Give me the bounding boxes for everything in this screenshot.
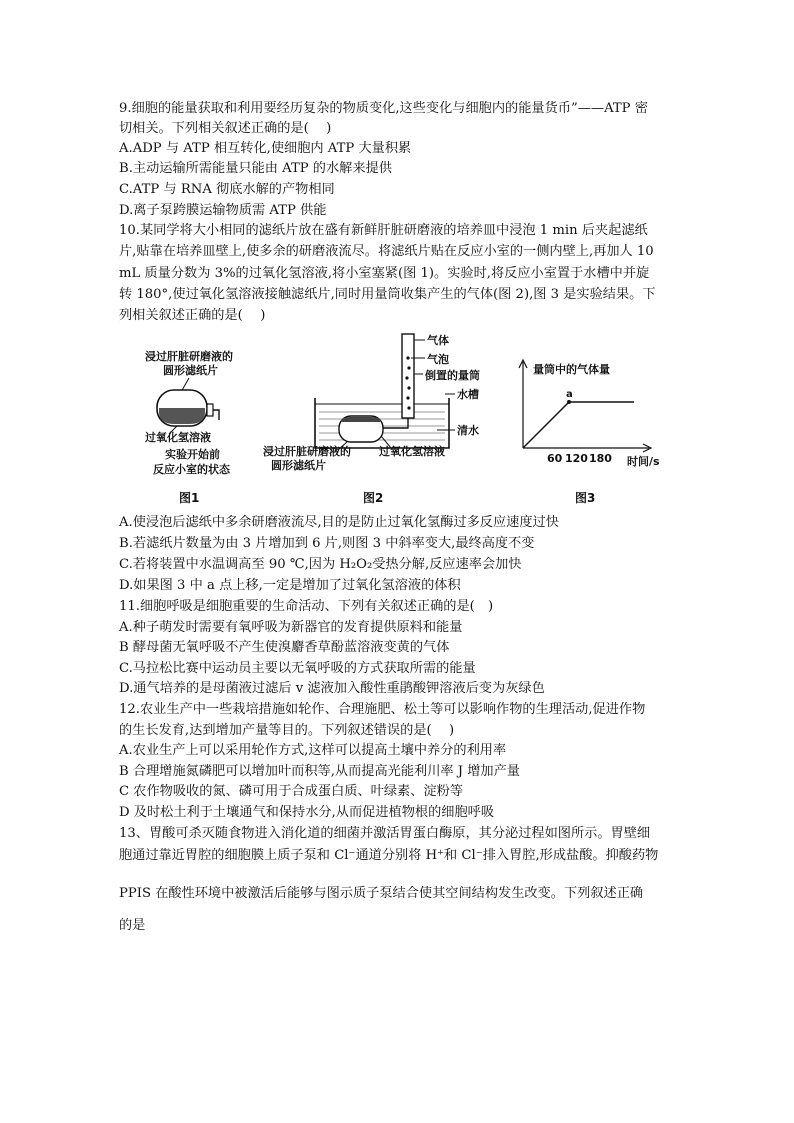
q13-stem-line2: 胞通过靠近胃腔的细胞膜上质子泵和 Cl⁻通道分别将 H⁺和 Cl⁻排入胃腔,形成盐酸。抑酸药物 xyxy=(119,848,659,863)
q9-option-c: C.ATP 与 RNA 彻底水解的产物相同 xyxy=(119,182,335,197)
fig1-label-paper-line1: 浸过肝脏研磨液的 xyxy=(145,350,233,363)
q9-option-b: B.主动运输所需能量只能由 ATP 的水解来提供 xyxy=(119,161,392,176)
fig2-label-water: 清水 xyxy=(457,424,479,437)
fig2-label-paper-line2: 圆形滤纸片 xyxy=(271,459,326,472)
fig1-h2o2-liquid xyxy=(159,408,205,424)
q12-stem-line1: 12.农业生产中一些栽培措施如轮作、合理施肥、松土等可以影响作物的生理活动,促进作物 xyxy=(119,702,646,717)
fig1-label-state-line1: 实验开始前 xyxy=(165,448,220,461)
fig1-label-paper-line2: 圆形滤纸片 xyxy=(163,364,218,377)
q11-option-b: B 酵母菌无氧呼吸不产生使溴麝香草酚蓝溶液变黄的气体 xyxy=(119,640,450,655)
q10-stem-line3: mL 质量分数为 3%的过氧化氢溶液,将小室塞紧(图 1)。实验时,将反应小室置于水槽中并旋 xyxy=(119,266,650,281)
q9-stem-line2: 切相关。下列相关叙述正确的是( ) xyxy=(119,121,332,136)
q12-stem-line2: 的生长发育,达到增加产量等目的。下列叙述错误的是( ) xyxy=(119,723,455,738)
q10-figures xyxy=(119,326,679,511)
q9-option-a: A.ADP 与 ATP 相互转化,使细胞内 ATP 大量积累 xyxy=(119,141,412,156)
fig2-label-tank: 水槽 xyxy=(457,388,479,401)
fig1-tube xyxy=(213,410,219,420)
q11-option-a: A.种子萌发时需要有氧呼吸为新器官的发育提供原料和能量 xyxy=(119,620,463,635)
fig3-tick-120: 120 xyxy=(565,452,588,465)
fig2 xyxy=(263,333,480,505)
fig1 xyxy=(144,349,233,505)
q11-option-d: D.通气培养的是母菌液过滤后 v 滤液加入酸性重鹃酸钾溶液后变为灰绿色 xyxy=(119,681,545,696)
fig3-y-label: 量筒中的气体量 xyxy=(533,363,610,376)
fig1-label-state-line2: 反应小室的状态 xyxy=(153,463,230,476)
q13-stem-line3: PPIS 在酸性环境中被激活后能够与图示质子泵结合使其空间结构发生改变。下列叙述正确 xyxy=(119,886,644,901)
q12-option-c: C 农作物吸收的氮、磷可用于合成蛋白质、叶绿素、淀粉等 xyxy=(119,784,463,799)
fig3-caption: 图3 xyxy=(575,491,596,505)
q11-stem: 11.细胞呼吸是细胞重要的生命活动、下列有关叙述正确的是( ) xyxy=(119,599,494,614)
fig1-caption: 图1 xyxy=(179,491,200,505)
fig2-label-bubble: 气泡 xyxy=(427,353,449,366)
q9-stem-line1: 9.细胞的能量获取和利用要经历复杂的物质变化,这些变化与细胞内的能量货币”——ATP 密 xyxy=(119,101,648,116)
fig2-caption: 图2 xyxy=(363,491,384,505)
q10-option-c: C.若将装置中水温调高至 90 ℃,因为 H₂O₂受热分解,反应速率会加快 xyxy=(119,557,522,572)
q13-stem-line1: 13、胃酸可杀灭随食物进入消化道的细菌并激活胃蛋白酶原，其分泌过程如图所示。胃壁细 xyxy=(119,826,651,841)
fig2-label-gas: 气体 xyxy=(427,334,449,347)
fig1-label-h2o2: 过氧化氢溶液 xyxy=(145,431,211,444)
q10-option-b: B.若滤纸片数量为由 3 片增加到 6 片,则图 3 中斜率变大,最终高度不变 xyxy=(119,536,535,551)
fig3-point-a xyxy=(567,400,571,404)
fig3-annotation-a: a xyxy=(566,389,573,400)
q10-stem-line2: 片,贴靠在培养皿壁上,使多余的研磨液流尽。将滤纸片贴在反应小室的一侧内壁上,再加人 10 xyxy=(119,244,654,259)
fig2-label-cylinder: 倒置的量筒 xyxy=(425,369,480,382)
fig2-label-h2o2: 过氧化氢溶液 xyxy=(379,445,445,458)
fig2-h2o2-liquid xyxy=(341,417,381,422)
q10-stem-line4: 转 180°,使过氧化氢溶液接触滤纸片,同时用量筒收集产生的气体(图 2),图 3 是实验结果。下 xyxy=(119,287,656,302)
fig2-label-paper-line1: 浸过肝脏研磨液的 xyxy=(263,445,351,458)
q13-stem-line4: 的是 xyxy=(119,918,146,933)
fig1-stopper xyxy=(207,404,213,416)
q12-option-a: A.农业生产上可以采用轮作方式,这样可以提高土壤中养分的利用率 xyxy=(119,743,507,758)
q10-stem-line1: 10.某同学将大小相同的滤纸片放在盛有新鲜肝脏研磨液的培养皿中浸泡 1 min 后夹起滤纸 xyxy=(119,223,648,238)
fig3-tick-180: 180 xyxy=(589,452,612,465)
fig3-chart xyxy=(519,360,660,505)
q9-option-d: D.离子泵跨膜运输物质需 ATP 供能 xyxy=(119,203,327,218)
q12-option-d: D 及时松土利于土壤通气和保持水分,从而促进植物根的细胞呼吸 xyxy=(119,805,495,820)
q10-stem-line5: 列相关叙述正确的是( ) xyxy=(119,308,266,323)
fig2-tube xyxy=(383,418,408,428)
fig3-tick-60: 60 xyxy=(547,452,563,465)
fig2-cylinder xyxy=(402,334,414,418)
q12-option-b: B 合理增施氮磷肥可以增加叶而积等,从而提高光能利川率 J 增加产量 xyxy=(119,764,520,779)
q10-option-a: A.使浸泡后滤纸中多余研磨液流尽,目的是防止过氧化氢酶过多反应速度过快 xyxy=(119,515,559,530)
q11-option-c: C.马拉松比赛中运动员主要以无氧呼吸的方式获取所需的能量 xyxy=(119,661,476,676)
q10-figures-svg xyxy=(119,326,679,511)
fig3-x-label: 时间/s xyxy=(627,455,660,468)
fig3-line-series xyxy=(523,402,634,448)
q10-option-d: D.如果图 3 中 a 点上移,一定是增加了过氧化氢溶液的体积 xyxy=(119,578,461,593)
